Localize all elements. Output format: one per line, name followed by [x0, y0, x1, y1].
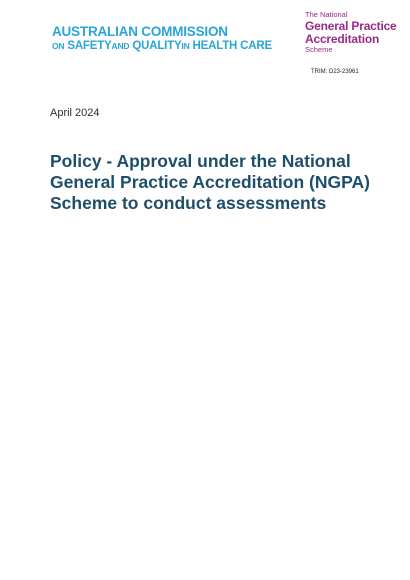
ngpa-logo-line2: General Practice — [305, 18, 397, 33]
acsqhc-logo-line2 — [52, 41, 292, 53]
document-title: Policy - Approval under the National General Practice Accreditation (NGPA) Scheme to conduct assessments — [50, 151, 370, 213]
ngpa-logo — [305, 11, 405, 53]
ngpa-logo-line4: Scheme — [305, 44, 333, 54]
acsqhc-logo-word-in: IN — [181, 40, 190, 51]
acsqhc-logo-line1: AUSTRALIAN COMMISSION — [52, 24, 228, 39]
acsqhc-logo-word-safety: SAFETY — [67, 39, 112, 52]
ngpa-logo-line1: The National — [305, 10, 348, 19]
trim-reference: TRIM: D23-23961 — [311, 69, 359, 75]
acsqhc-logo-word-on: ON — [52, 40, 65, 51]
acsqhc-logo-word-quality: QUALITY — [132, 39, 182, 52]
document-date: April 2024 — [50, 107, 100, 119]
acsqhc-logo-word-and: AND — [111, 40, 130, 51]
acsqhc-logo — [52, 25, 292, 52]
ngpa-logo-line3: Accreditation — [305, 31, 380, 46]
acsqhc-logo-word-health-care: HEALTH CARE — [192, 39, 272, 52]
